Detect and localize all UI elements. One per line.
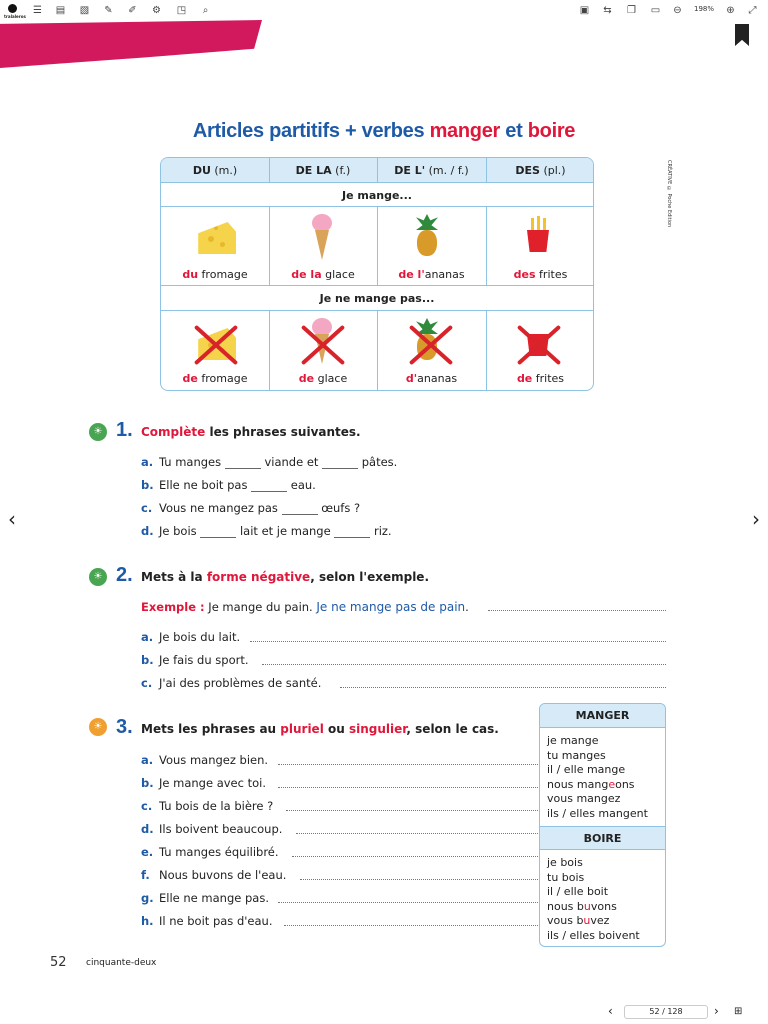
exercise-1-number: 1. — [116, 419, 133, 441]
answer-line[interactable] — [300, 879, 538, 880]
blank-input[interactable] — [282, 505, 318, 515]
clipboard-icon[interactable]: ▤ — [55, 5, 66, 16]
ex1-item-d: d. Je bois lait et je mange riz. — [141, 524, 392, 538]
answer-line[interactable] — [278, 764, 538, 765]
page-number-words: cinquante-deux — [86, 958, 157, 968]
ex3-item-g: g. Elle ne mange pas. — [141, 891, 269, 905]
pineapple-leaves — [416, 214, 438, 230]
ex2-item-c: c. J'ai des problèmes de santé. — [141, 676, 322, 690]
pink-banner — [0, 20, 262, 68]
boire-conjugation: je bois tu bois il / elle boit nous buvons vous buvez ils / elles boivent — [547, 856, 640, 942]
page-number: 52 — [50, 955, 67, 970]
ex3-item-d: d. Ils boivent beaucoup. — [141, 822, 283, 836]
blank-input[interactable] — [225, 459, 261, 469]
pager-next-icon[interactable]: › — [714, 1004, 719, 1018]
label-de-frites: de frites — [516, 372, 565, 385]
label-de-la-glace: de la glace — [291, 268, 355, 281]
answer-line[interactable] — [286, 810, 538, 811]
header-de-la: DE LA (f.) — [295, 164, 351, 177]
fullscreen-icon[interactable]: ⤢ — [748, 5, 757, 16]
title-word-boire: boire — [527, 120, 576, 142]
blank-input[interactable] — [322, 459, 358, 469]
page-title — [0, 120, 768, 143]
grid-view-icon[interactable]: ⊞ — [734, 1006, 743, 1017]
ex2-item-a: a. Je bois du lait. — [141, 630, 241, 644]
app-logo[interactable] — [8, 4, 17, 13]
bookmark-icon[interactable] — [735, 24, 749, 46]
pen-icon[interactable]: ✎ — [104, 5, 113, 16]
layout-icon[interactable]: ▭ — [650, 5, 661, 16]
label-du-fromage: du fromage — [182, 268, 248, 281]
header-de-l: DE L' (m. / f.) — [394, 164, 469, 177]
lightbulb-icon: ☀ — [89, 718, 107, 736]
cross-icon — [406, 322, 456, 368]
header-du: DU (m.) — [192, 164, 238, 177]
blank-input[interactable] — [334, 528, 370, 538]
ex3-item-c: c. Tu bois de la bière ? — [141, 799, 274, 813]
ex2-example: Exemple : Je mange du pain. Je ne mange pas de pain. — [141, 600, 469, 614]
zoom-out-icon[interactable]: ⊖ — [673, 5, 682, 16]
previous-page-arrow-icon[interactable]: ‹ — [8, 507, 16, 531]
cross-icon — [298, 322, 348, 368]
manger-conjugation: je mange tu manges il / elle mange nous mangeons vous mangez ils / elles mangent — [547, 734, 648, 820]
answer-line[interactable] — [278, 787, 538, 788]
pineapple-image — [417, 230, 437, 256]
answer-line[interactable] — [278, 902, 538, 903]
app-logo-text: tralaleros — [4, 14, 26, 19]
manger-header: MANGER — [540, 704, 665, 728]
ex1-item-b: b. Elle ne boit pas eau. — [141, 478, 316, 492]
lightbulb-icon: ☀ — [89, 423, 107, 441]
exercise-2-number: 2. — [116, 564, 133, 586]
boire-header: BOIRE — [540, 826, 665, 850]
row-label-je-ne-mange-pas: Je ne mange pas... — [319, 292, 435, 305]
answer-line[interactable] — [262, 664, 666, 665]
zoom-in-icon[interactable]: ⊕ — [726, 5, 735, 16]
ex1-item-c: c. Vous ne mangez pas œufs ? — [141, 501, 361, 515]
blank-input[interactable] — [200, 528, 236, 538]
copyright-note: CRÉATIVE © Poche Edition — [666, 160, 672, 228]
answer-line[interactable] — [250, 641, 666, 642]
gear-icon[interactable]: ⚙ — [152, 5, 161, 16]
zoom-level: 198% — [694, 5, 715, 13]
edit-box-icon[interactable]: ◳ — [176, 5, 187, 16]
title-part1: Articles partitifs + verbes — [192, 120, 430, 142]
ex1-item-a: a. Tu manges viande et pâtes. — [141, 455, 398, 469]
copy-icon[interactable]: ❐ — [627, 5, 636, 16]
list-icon[interactable]: ☰ — [33, 5, 42, 16]
example-answer: Je ne mange pas de pain — [316, 600, 466, 614]
title-middle: et — [500, 120, 528, 142]
exercise-3-title: Mets les phrases au pluriel ou singulier, selon le cas. — [141, 722, 499, 736]
blank-input[interactable] — [251, 482, 287, 492]
ex3-item-a: a. Vous mangez bien. — [141, 753, 269, 767]
top-toolbar — [0, 0, 768, 22]
ex3-item-h: h. Il ne boit pas d'eau. — [141, 914, 273, 928]
pencil-icon[interactable]: ✐ — [128, 5, 137, 16]
page-indicator[interactable]: 52 / 128 — [624, 1005, 708, 1019]
exercise-1-title: Complète les phrases suivantes. — [141, 425, 361, 439]
cross-icon — [514, 322, 564, 368]
ex3-item-e: e. Tu manges équilibré. — [141, 845, 279, 859]
row-label-je-mange: Je mange... — [342, 189, 412, 202]
conjugation-box — [539, 703, 666, 947]
next-page-arrow-icon[interactable]: › — [752, 507, 760, 531]
exercise-3-number: 3. — [116, 716, 133, 738]
ex3-item-b: b. Je mange avec toi. — [141, 776, 266, 790]
cheese-image — [194, 222, 236, 254]
exercise-2-title: Mets à la forme négative, selon l'exemple. — [141, 570, 430, 584]
ice-cream-image — [312, 214, 332, 232]
search-icon[interactable]: ⌕ — [202, 5, 209, 16]
pager-prev-icon[interactable]: ‹ — [608, 1004, 613, 1018]
label-d-ananas: d'ananas — [405, 372, 458, 385]
partitive-table — [160, 157, 594, 391]
ex2-item-b: b. Je fais du sport. — [141, 653, 249, 667]
label-de-fromage: de fromage — [182, 372, 248, 385]
share-icon[interactable]: ⇆ — [603, 5, 612, 16]
answer-line[interactable] — [284, 925, 538, 926]
ex3-item-f: f. Nous buvons de l'eau. — [141, 868, 287, 882]
fries-image — [527, 230, 549, 252]
cross-icon — [191, 322, 241, 368]
label-des-frites: des frites — [513, 268, 568, 281]
lightbulb-icon: ☀ — [89, 568, 107, 586]
answer-line[interactable] — [340, 687, 666, 688]
label-de-l-ananas: de l'ananas — [398, 268, 465, 281]
title-word-manger: manger — [429, 120, 501, 142]
document-edit-icon[interactable]: ▧ — [79, 5, 90, 16]
answer-line[interactable] — [292, 856, 538, 857]
header-des: DES (pl.) — [515, 164, 566, 177]
answer-line[interactable] — [296, 833, 538, 834]
ice-cream-cone — [315, 230, 329, 260]
save-icon[interactable]: ▣ — [579, 5, 590, 16]
label-de-glace: de glace — [298, 372, 348, 385]
